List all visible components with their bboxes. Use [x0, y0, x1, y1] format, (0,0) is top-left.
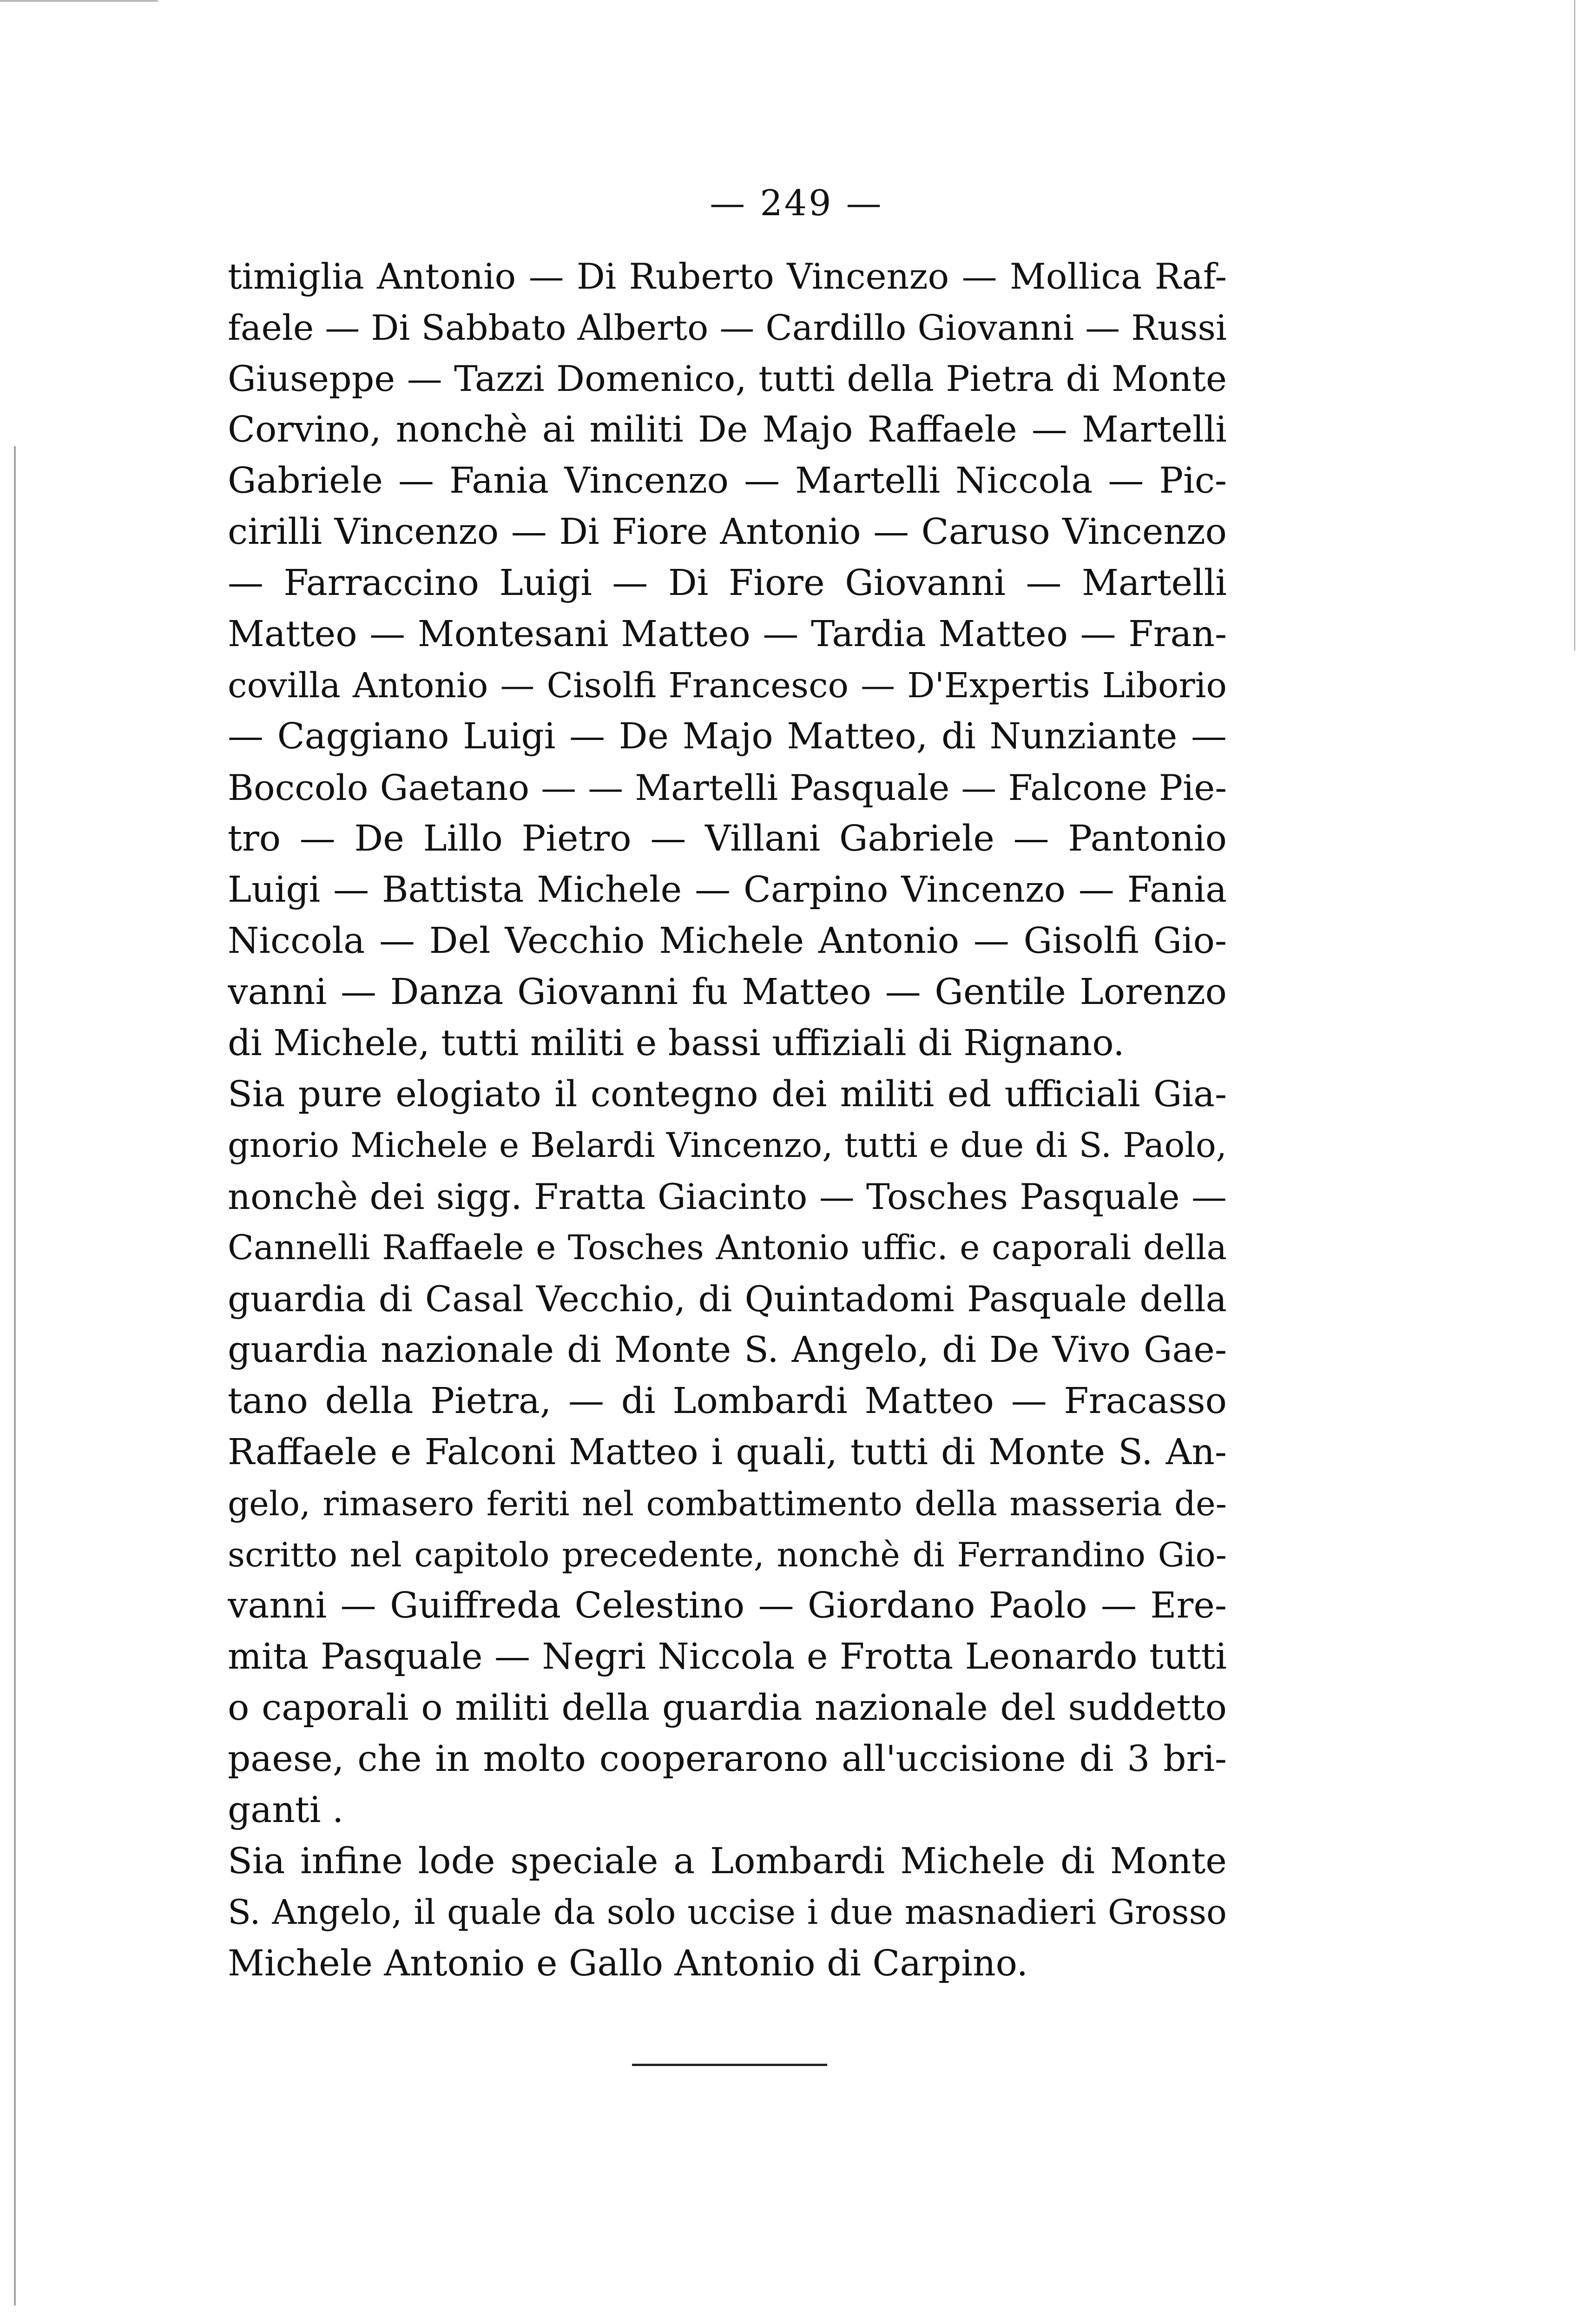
text-line: covilla Antonio — Cisolfi Francesco — D'Expertis Liborio	[228, 666, 1227, 706]
text-line: Giuseppe — Tazzi Domenico, tutti della Pietra di Monte	[228, 358, 1227, 399]
paragraph-end-line: ganti .	[228, 1789, 344, 1831]
text-line: Sia pure elogiato il contegno dei militi ed ufficiali Gia-	[228, 1074, 1227, 1115]
text-line: Corvino, nonchè ai militi De Majo Raffaele — Martelli	[228, 409, 1227, 450]
text-line: guardia di Casal Vecchio, di Quintadomi Pasquale della	[228, 1278, 1227, 1320]
text-line: o caporali o militi della guardia nazionale del suddetto	[228, 1687, 1227, 1729]
text-line: Matteo — Montesani Matteo — Tardia Matteo — Fran-	[228, 614, 1227, 655]
text-line: — Farraccino Luigi — Di Fiore Giovanni — Martelli	[228, 562, 1227, 604]
body-text	[228, 251, 1227, 1989]
text-line: S. Angelo, il quale da solo uccise i due masnadieri Grosso	[228, 1893, 1227, 1932]
text-line: nonchè dei sigg. Fratta Giacinto — Tosches Pasquale —	[228, 1176, 1227, 1217]
text-line: Luigi — Battista Michele — Carpino Vincenzo — Fania	[228, 869, 1227, 911]
text-line: vanni — Guiffreda Celestino — Giordano Paolo — Ere-	[228, 1585, 1227, 1626]
text-line: gnorio Michele e Belardi Vincenzo, tutti e due di S. Paolo,	[228, 1126, 1227, 1165]
scan-edge-left	[14, 446, 16, 2305]
text-line: mita Pasquale — Negri Niccola e Frotta Leonardo tutti	[228, 1636, 1227, 1677]
text-line: paese, che in molto cooperarono all'uccisione di 3 bri-	[228, 1738, 1227, 1780]
text-line: Gabriele — Fania Vincenzo — Martelli Niccola — Pic-	[228, 460, 1227, 502]
scan-edge-top	[0, 0, 158, 2]
text-line: guardia nazionale di Monte S. Angelo, di De Vivo Gae-	[228, 1329, 1227, 1371]
text-line: Raffaele e Falconi Matteo i quali, tutti di Monte S. An-	[228, 1432, 1227, 1473]
page-number: — 249 —	[710, 182, 883, 224]
text-line: Sia infine lode speciale a Lombardi Michele di Monte	[228, 1841, 1227, 1882]
paragraph-end-line: Michele Antonio e Gallo Antonio di Carpino.	[228, 1943, 1028, 1984]
scan-edge-right	[1574, 0, 1575, 651]
text-line: Niccola — Del Vecchio Michele Antonio — Gisolfi Gio-	[228, 920, 1227, 962]
text-line: tro — De Lillo Pietro — Villani Gabriele — Pantonio	[228, 818, 1227, 859]
text-line: — Caggiano Luigi — De Majo Matteo, di Nunziante —	[228, 716, 1227, 757]
text-line: Boccolo Gaetano — — Martelli Pasquale — Falcone Pie-	[228, 767, 1227, 808]
text-line: Cannelli Raffaele e Tosches Antonio uffic. e caporali della	[228, 1228, 1227, 1268]
paragraph-end-line: di Michele, tutti militi e bassi uffiziali di Rignano.	[228, 1023, 1125, 1064]
text-line: faele — Di Sabbato Alberto — Cardillo Giovanni — Russi	[228, 307, 1227, 348]
text-line: cirilli Vincenzo — Di Fiore Antonio — Caruso Vincenzo	[228, 511, 1227, 553]
text-line: tano della Pietra, — di Lombardi Matteo — Fracasso	[228, 1380, 1227, 1422]
text-line: gelo, rimasero feriti nel combattimento della masseria de-	[228, 1484, 1227, 1523]
closing-rule	[632, 2064, 827, 2066]
text-line: vanni — Danza Giovanni fu Matteo — Gentile Lorenzo	[228, 971, 1227, 1013]
text-line: scritto nel capitolo precedente, nonchè di Ferrandino Gio-	[228, 1535, 1227, 1574]
text-line: timiglia Antonio — Di Ruberto Vincenzo — Mollica Raf-	[228, 256, 1227, 297]
